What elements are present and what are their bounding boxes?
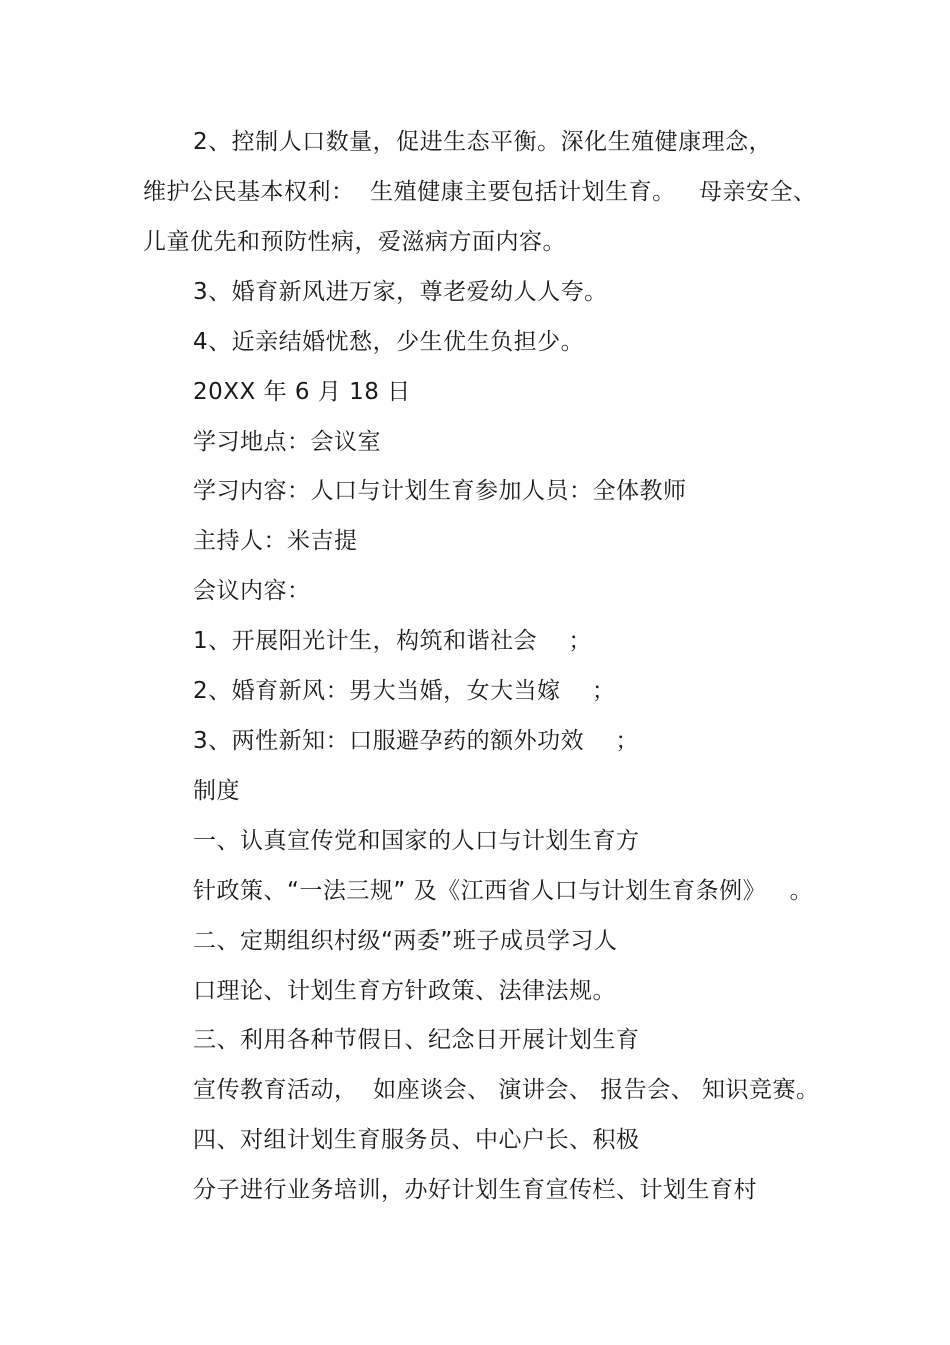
section-heading: 制度 bbox=[193, 778, 240, 804]
meeting-content-heading: 会议内容： bbox=[193, 578, 311, 604]
date-line: 20XX 年 6 月 18 日 bbox=[193, 379, 411, 405]
paragraph-line: 二、定期组织村级“两委”班子成员学习人 bbox=[193, 928, 618, 954]
paragraph-line: 针政策、“一法三规” 及《江西省人口与计划生育条例》 。 bbox=[193, 878, 814, 904]
paragraph-line: 3、婚育新风进万家，尊老爱幼人人夸。 bbox=[193, 279, 608, 305]
paragraph-line: 三、利用各种节假日、纪念日开展计划生育 bbox=[193, 1027, 640, 1053]
paragraph-line: 四、对组计划生育服务员、中心户长、积极 bbox=[193, 1127, 640, 1153]
paragraph-line: 维护公民基本权利： 生殖健康主要包括计划生育。 母亲安全、 bbox=[143, 179, 817, 205]
location-line: 学习地点：会议室 bbox=[193, 429, 381, 455]
content-line: 学习内容：人口与计划生育参加人员：全体教师 bbox=[193, 478, 687, 504]
paragraph-line: 4、近亲结婚忧愁，少生优生负担少。 bbox=[193, 329, 585, 355]
paragraph-line: 一、认真宣传党和国家的人口与计划生育方 bbox=[193, 828, 640, 854]
paragraph-line: 分子进行业务培训，办好计划生育宣传栏、计划生育村 bbox=[193, 1177, 757, 1203]
paragraph-line: 宣传教育活动， 如座谈会、 演讲会、 报告会、 知识竞赛。 bbox=[193, 1077, 820, 1103]
list-item: 3、两性新知：口服避孕药的额外功效 ； bbox=[193, 728, 639, 754]
paragraph-line: 2、控制人口数量，促进生态平衡。深化生殖健康理念， bbox=[193, 129, 773, 155]
paragraph-line: 儿童优先和预防性病，爱滋病方面内容。 bbox=[143, 229, 566, 255]
host-line: 主持人：米吉提 bbox=[193, 528, 358, 554]
paragraph-line: 口理论、计划生育方针政策、法律法规。 bbox=[193, 978, 616, 1004]
list-item: 2、婚育新风：男大当婚，女大当嫁 ； bbox=[193, 678, 616, 704]
list-item: 1、开展阳光计生，构筑和谐社会 ； bbox=[193, 628, 592, 654]
